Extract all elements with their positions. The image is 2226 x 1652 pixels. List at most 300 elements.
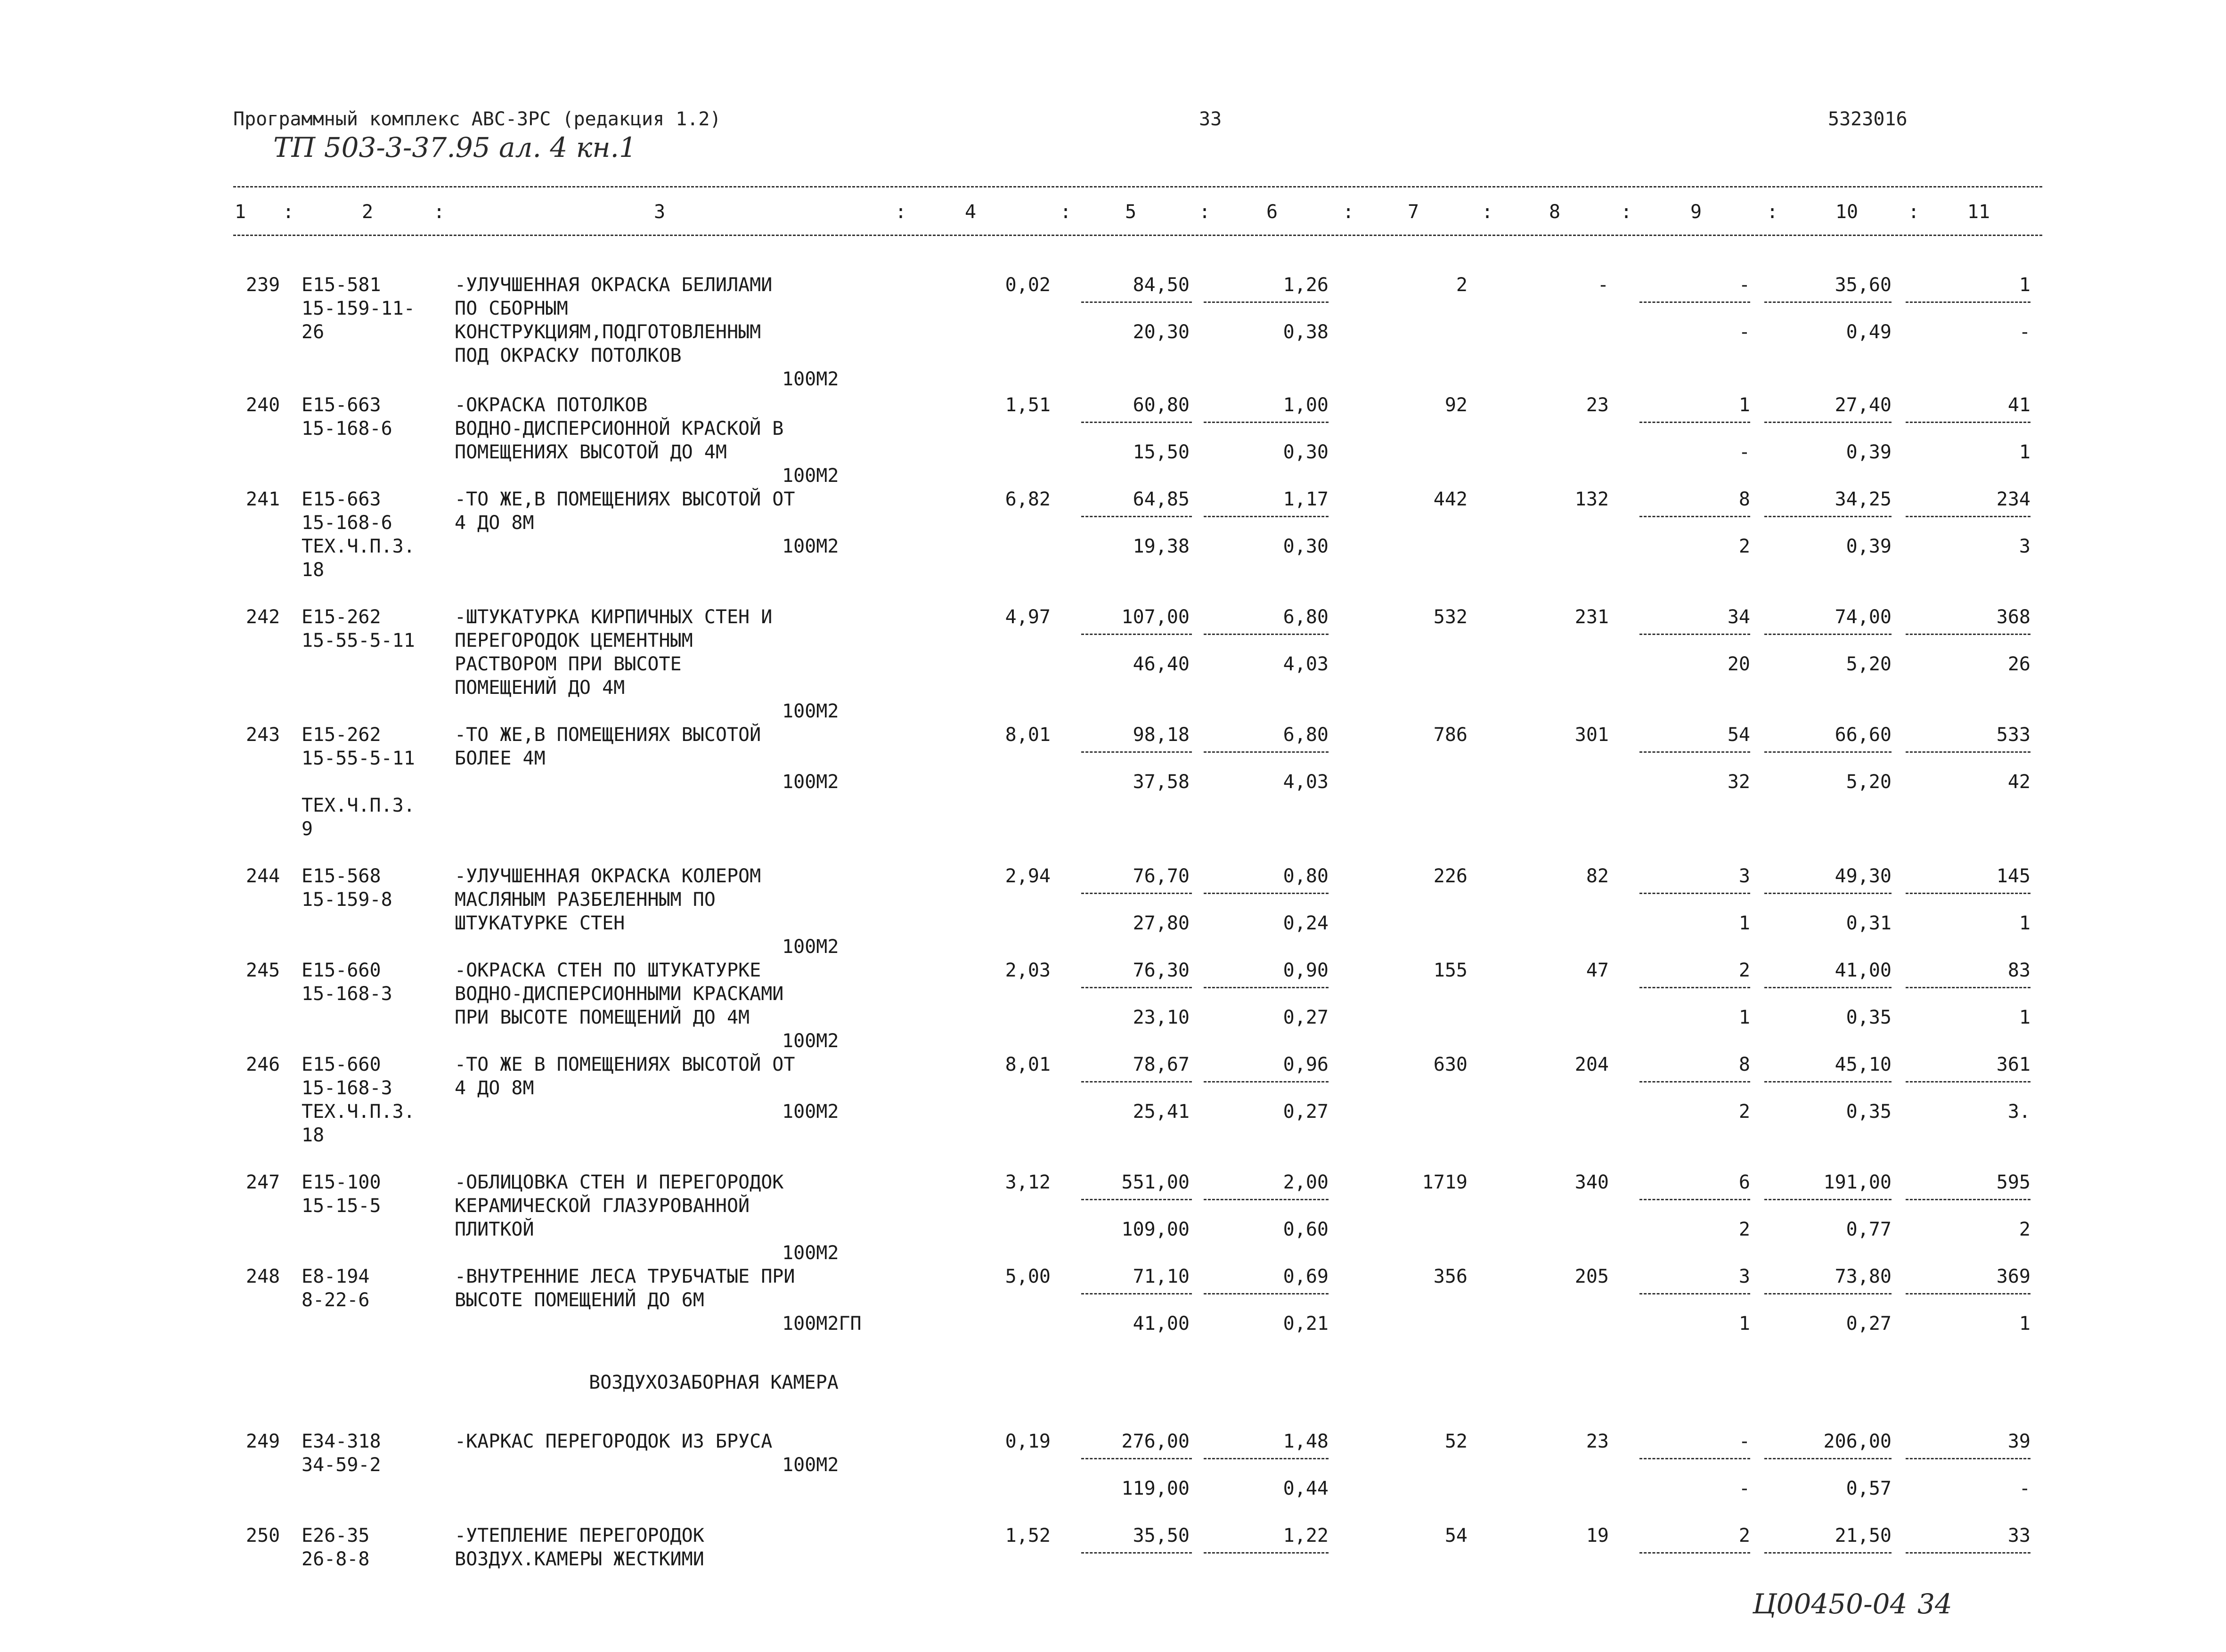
- value-divider: [1906, 751, 2030, 753]
- value-divider: [1906, 422, 2030, 423]
- unit-cost-machines: 1,26: [1283, 274, 1329, 296]
- unit-of-measure: 100М2: [782, 536, 839, 557]
- total-machines: 2: [1738, 960, 1750, 981]
- norm-code: Е15-663: [302, 394, 381, 416]
- column-number: 9: [1690, 201, 1702, 223]
- row-number: 242: [246, 606, 280, 628]
- norm-code: ТЕХ.Ч.П.3.: [302, 1101, 415, 1123]
- unit-of-measure: 100М2: [782, 1242, 839, 1264]
- unit-cost-machines: 0,69: [1283, 1266, 1329, 1287]
- value-divider: [1204, 1458, 1329, 1459]
- total-cost: 2: [1456, 274, 1468, 296]
- total-machine-wages: 32: [1727, 771, 1750, 793]
- total-cost: 54: [1444, 1525, 1468, 1546]
- value-divider: [1764, 634, 1892, 635]
- norm-code: Е15-581: [302, 274, 381, 296]
- labor-total: 369: [1996, 1266, 2030, 1287]
- norm-code: Е15-100: [302, 1172, 381, 1193]
- value-divider: [1764, 1458, 1892, 1459]
- unit-cost-machine-wages: 0,30: [1283, 536, 1329, 557]
- unit-cost-machine-wages: 0,44: [1283, 1478, 1329, 1499]
- row-number: 241: [246, 488, 280, 510]
- labor-unit: 74,00: [1835, 606, 1892, 628]
- value-divider: [1639, 1199, 1750, 1200]
- value-divider: [1081, 751, 1192, 753]
- unit-of-measure: 100М2: [782, 1030, 839, 1052]
- value-divider: [1204, 751, 1329, 753]
- column-number: 3: [653, 201, 666, 223]
- unit-cost-wages: 15,50: [1133, 441, 1190, 463]
- total-cost: 532: [1433, 606, 1468, 628]
- handwritten-reference: ТП 503-3-37.95 ал. 4 кн.1: [273, 131, 636, 163]
- value-divider: [1204, 516, 1329, 517]
- labor-unit: 45,10: [1835, 1054, 1892, 1075]
- value-divider: [1906, 301, 2030, 303]
- machinist-labor-total: 2: [2019, 1219, 2030, 1240]
- value-divider: [1906, 987, 2030, 988]
- quantity: 1,51: [1005, 394, 1051, 416]
- work-description: -УЛУЧШЕННАЯ ОКРАСКА КОЛЕРОМ: [455, 865, 761, 887]
- row-number: 246: [246, 1054, 280, 1075]
- labor-total: 1: [2019, 274, 2030, 296]
- quantity: 8,01: [1005, 724, 1051, 746]
- value-divider: [1081, 1293, 1192, 1294]
- unit-cost-total: 35,50: [1133, 1525, 1190, 1546]
- unit-cost-machine-wages: 0,21: [1283, 1313, 1329, 1335]
- column-number: 6: [1266, 201, 1278, 223]
- quantity: 6,82: [1005, 488, 1051, 510]
- column-separator: :: [1908, 201, 1920, 223]
- column-separator: :: [1482, 201, 1493, 223]
- norm-code: 15-159-8: [302, 889, 392, 911]
- machinist-labor-total: 3.: [2007, 1101, 2030, 1123]
- unit-cost-wages: 37,58: [1133, 771, 1190, 793]
- norm-code: Е8-194: [302, 1266, 370, 1287]
- unit-cost-machine-wages: 0,24: [1283, 912, 1329, 934]
- work-description: -ТО ЖЕ В ПОМЕЩЕНИЯХ ВЫСОТОЙ ОТ: [455, 1054, 795, 1075]
- labor-total: 361: [1996, 1054, 2030, 1075]
- unit-cost-total: 60,80: [1133, 394, 1190, 416]
- labor-total: 234: [1996, 488, 2030, 510]
- unit-cost-total: 98,18: [1133, 724, 1190, 746]
- total-cost: 155: [1433, 960, 1468, 981]
- value-divider: [1204, 634, 1329, 635]
- unit-cost-total: 64,85: [1133, 488, 1190, 510]
- norm-code: 18: [302, 1124, 325, 1146]
- value-divider: [1081, 422, 1192, 423]
- value-divider: [1639, 1458, 1750, 1459]
- value-divider: [1639, 516, 1750, 517]
- unit-cost-machines: 0,80: [1283, 865, 1329, 887]
- unit-of-measure: 100М2: [782, 936, 839, 958]
- machinist-labor-unit: 5,20: [1846, 771, 1892, 793]
- total-wages: 82: [1586, 865, 1609, 887]
- norm-code: Е15-262: [302, 724, 381, 746]
- unit-of-measure: 100М2ГП: [782, 1313, 862, 1335]
- labor-unit: 73,80: [1835, 1266, 1892, 1287]
- machinist-labor-unit: 0,39: [1846, 441, 1892, 463]
- work-description: -УТЕПЛЕНИЕ ПЕРЕГОРОДОК: [455, 1525, 704, 1546]
- unit-cost-wages: 41,00: [1133, 1313, 1190, 1335]
- work-description: ВОДНО-ДИСПЕРСИОННЫМИ КРАСКАМИ: [455, 983, 784, 1005]
- total-machines: 1: [1738, 394, 1750, 416]
- page-number: 33: [1199, 108, 1222, 130]
- machinist-labor-total: 1: [2019, 1313, 2030, 1335]
- column-separator: :: [1621, 201, 1632, 223]
- work-description: -УЛУЧШЕННАЯ ОКРАСКА БЕЛИЛАМИ: [455, 274, 773, 296]
- total-machines: 6: [1738, 1172, 1750, 1193]
- total-wages: 231: [1574, 606, 1609, 628]
- value-divider: [1764, 751, 1892, 753]
- unit-cost-machine-wages: 0,30: [1283, 441, 1329, 463]
- column-number: 4: [964, 201, 977, 223]
- unit-cost-total: 76,70: [1133, 865, 1190, 887]
- total-machine-wages: -: [1738, 1478, 1750, 1499]
- row-number: 243: [246, 724, 280, 746]
- handwritten-footer-code: Ц00450-04: [1753, 1588, 1908, 1620]
- unit-cost-machine-wages: 4,03: [1283, 771, 1329, 793]
- unit-cost-wages: 119,00: [1121, 1478, 1190, 1499]
- labor-unit: 27,40: [1835, 394, 1892, 416]
- quantity: 0,19: [1005, 1431, 1051, 1452]
- machinist-labor-unit: 5,20: [1846, 653, 1892, 675]
- work-description: МАСЛЯНЫМ РАЗБЕЛЕННЫМ ПО: [455, 889, 716, 911]
- total-machines: 34: [1727, 606, 1750, 628]
- work-description: ПЛИТКОЙ: [455, 1219, 534, 1240]
- row-number: 245: [246, 960, 280, 981]
- unit-cost-machines: 1,17: [1283, 488, 1329, 510]
- work-description: ШТУКАТУРКЕ СТЕН: [455, 912, 625, 934]
- labor-total: 533: [1996, 724, 2030, 746]
- value-divider: [1081, 987, 1192, 988]
- unit-cost-total: 107,00: [1121, 606, 1190, 628]
- labor-unit: 191,00: [1823, 1172, 1892, 1193]
- norm-code: 34-59-2: [302, 1454, 381, 1476]
- machinist-labor-total: 1: [2019, 912, 2030, 934]
- unit-of-measure: 100М2: [782, 1454, 839, 1476]
- column-number: 10: [1835, 201, 1859, 223]
- total-machine-wages: -: [1738, 321, 1750, 343]
- work-description: -ОБЛИЦОВКА СТЕН И ПЕРЕГОРОДОК: [455, 1172, 784, 1193]
- work-description: КЕРАМИЧЕСКОЙ ГЛАЗУРОВАННОЙ: [455, 1195, 750, 1217]
- row-number: 250: [246, 1525, 280, 1546]
- work-description: 4 ДО 8М: [455, 1077, 534, 1099]
- value-divider: [1639, 301, 1750, 303]
- unit-cost-machines: 2,00: [1283, 1172, 1329, 1193]
- unit-cost-machines: 6,80: [1283, 606, 1329, 628]
- unit-cost-total: 84,50: [1133, 274, 1190, 296]
- total-wages: 205: [1574, 1266, 1609, 1287]
- total-machines: 3: [1738, 865, 1750, 887]
- work-description: ПЕРЕГОРОДОК ЦЕМЕНТНЫМ: [455, 630, 693, 651]
- norm-code: Е15-660: [302, 960, 381, 981]
- labor-unit: 66,60: [1835, 724, 1892, 746]
- unit-cost-total: 276,00: [1121, 1431, 1190, 1452]
- machinist-labor-unit: 0,57: [1846, 1478, 1892, 1499]
- labor-total: 83: [2007, 960, 2030, 981]
- norm-code: ТЕХ.Ч.П.3.: [302, 795, 415, 816]
- total-machine-wages: 1: [1738, 1313, 1750, 1335]
- machinist-labor-total: 1: [2019, 441, 2030, 463]
- column-separator: :: [1343, 201, 1354, 223]
- labor-unit: 21,50: [1835, 1525, 1892, 1546]
- unit-cost-wages: 25,41: [1133, 1101, 1190, 1123]
- work-description: ПОД ОКРАСКУ ПОТОЛКОВ: [455, 345, 682, 366]
- value-divider: [1764, 301, 1892, 303]
- total-machines: 3: [1738, 1266, 1750, 1287]
- total-wages: -: [1597, 274, 1609, 296]
- value-divider: [1081, 1199, 1192, 1200]
- unit-cost-machine-wages: 0,38: [1283, 321, 1329, 343]
- row-number: 239: [246, 274, 280, 296]
- unit-cost-machines: 1,22: [1283, 1525, 1329, 1546]
- quantity: 2,94: [1005, 865, 1051, 887]
- value-divider: [1764, 893, 1892, 894]
- labor-unit: 49,30: [1835, 865, 1892, 887]
- work-description: БОЛЕЕ 4М: [455, 748, 546, 769]
- quantity: 8,01: [1005, 1054, 1051, 1075]
- norm-code: Е26-35: [302, 1525, 370, 1546]
- column-number: 1: [234, 201, 246, 223]
- total-wages: 23: [1586, 1431, 1609, 1452]
- total-machine-wages: -: [1738, 441, 1750, 463]
- unit-cost-machine-wages: 0,60: [1283, 1219, 1329, 1240]
- value-divider: [1764, 1552, 1892, 1554]
- column-number: 5: [1125, 201, 1137, 223]
- labor-unit: 41,00: [1835, 960, 1892, 981]
- value-divider: [1081, 516, 1192, 517]
- unit-cost-total: 551,00: [1121, 1172, 1190, 1193]
- norm-code: 8-22-6: [302, 1289, 370, 1311]
- machinist-labor-unit: 0,35: [1846, 1101, 1892, 1123]
- value-divider: [1639, 1293, 1750, 1294]
- unit-cost-total: 71,10: [1133, 1266, 1190, 1287]
- norm-code: Е15-262: [302, 606, 381, 628]
- total-machine-wages: 1: [1738, 1007, 1750, 1028]
- machinist-labor-unit: 0,27: [1846, 1313, 1892, 1335]
- value-divider: [1639, 1552, 1750, 1554]
- work-description: РАСТВОРОМ ПРИ ВЫСОТЕ: [455, 653, 682, 675]
- quantity: 2,03: [1005, 960, 1051, 981]
- machinist-labor-total: 26: [2007, 653, 2030, 675]
- work-description: -КАРКАС ПЕРЕГОРОДОК ИЗ БРУСА: [455, 1431, 773, 1452]
- machinist-labor-unit: 0,39: [1846, 536, 1892, 557]
- value-divider: [1081, 1081, 1192, 1082]
- unit-cost-machines: 6,80: [1283, 724, 1329, 746]
- norm-code: ТЕХ.Ч.П.3.: [302, 536, 415, 557]
- total-wages: 301: [1574, 724, 1609, 746]
- norm-code: Е15-568: [302, 865, 381, 887]
- work-description: КОНСТРУКЦИЯМ,ПОДГОТОВЛЕННЫМ: [455, 321, 761, 343]
- unit-cost-total: 78,67: [1133, 1054, 1190, 1075]
- total-wages: 23: [1586, 394, 1609, 416]
- norm-code: 18: [302, 559, 325, 581]
- work-description: ПОМЕЩЕНИЯХ ВЫСОТОЙ ДО 4М: [455, 441, 727, 463]
- norm-code: 15-159-11-: [302, 298, 415, 319]
- value-divider: [1906, 1458, 2030, 1459]
- quantity: 0,02: [1005, 274, 1051, 296]
- value-divider: [1081, 1458, 1192, 1459]
- total-machine-wages: 2: [1738, 1219, 1750, 1240]
- machinist-labor-total: 3: [2019, 536, 2030, 557]
- value-divider: [1764, 987, 1892, 988]
- value-divider: [1764, 422, 1892, 423]
- value-divider: [1764, 1293, 1892, 1294]
- norm-code: 15-15-5: [302, 1195, 381, 1217]
- unit-cost-wages: 109,00: [1121, 1219, 1190, 1240]
- value-divider: [1204, 987, 1329, 988]
- total-machine-wages: 20: [1727, 653, 1750, 675]
- work-description: ПОМЕЩЕНИЙ ДО 4М: [455, 677, 625, 699]
- value-divider: [1204, 893, 1329, 894]
- machinist-labor-total: 1: [2019, 1007, 2030, 1028]
- unit-cost-machine-wages: 4,03: [1283, 653, 1329, 675]
- unit-cost-machines: 1,00: [1283, 394, 1329, 416]
- value-divider: [1081, 634, 1192, 635]
- total-machine-wages: 1: [1738, 912, 1750, 934]
- norm-code: 15-168-3: [302, 1077, 392, 1099]
- work-description: -ОКРАСКА СТЕН ПО ШТУКАТУРКЕ: [455, 960, 761, 981]
- unit-cost-machines: 0,90: [1283, 960, 1329, 981]
- total-cost: 92: [1444, 394, 1468, 416]
- total-cost: 630: [1433, 1054, 1468, 1075]
- machinist-labor-total: -: [2019, 1478, 2030, 1499]
- total-machine-wages: 2: [1738, 536, 1750, 557]
- labor-total: 41: [2007, 394, 2030, 416]
- handwritten-sheet-number: 34: [1917, 1588, 1952, 1620]
- total-wages: 340: [1574, 1172, 1609, 1193]
- column-separator: :: [433, 201, 445, 223]
- total-cost: 442: [1433, 488, 1468, 510]
- labor-total: 595: [1996, 1172, 2030, 1193]
- value-divider: [1639, 1081, 1750, 1082]
- value-divider: [1764, 516, 1892, 517]
- header-rule-bottom: [233, 235, 2042, 236]
- unit-of-measure: 100М2: [782, 771, 839, 793]
- total-cost: 356: [1433, 1266, 1468, 1287]
- column-number: 8: [1549, 201, 1561, 223]
- norm-code: 15-168-6: [302, 418, 392, 439]
- quantity: 5,00: [1005, 1266, 1051, 1287]
- total-wages: 204: [1574, 1054, 1609, 1075]
- total-machines: 8: [1738, 1054, 1750, 1075]
- row-number: 247: [246, 1172, 280, 1193]
- value-divider: [1204, 1293, 1329, 1294]
- quantity: 1,52: [1005, 1525, 1051, 1546]
- value-divider: [1639, 893, 1750, 894]
- work-description: ВОЗДУХ.КАМЕРЫ ЖЕСТКИМИ: [455, 1548, 704, 1570]
- quantity: 3,12: [1005, 1172, 1051, 1193]
- unit-cost-wages: 19,38: [1133, 536, 1190, 557]
- row-number: 248: [246, 1266, 280, 1287]
- norm-code: Е34-318: [302, 1431, 381, 1452]
- column-separator: :: [895, 201, 907, 223]
- total-wages: 47: [1586, 960, 1609, 981]
- work-description: -ВНУТРЕННИЕ ЛЕСА ТРУБЧАТЫЕ ПРИ: [455, 1266, 795, 1287]
- labor-unit: 34,25: [1835, 488, 1892, 510]
- value-divider: [1639, 634, 1750, 635]
- work-description: 4 ДО 8М: [455, 512, 534, 534]
- unit-cost-wages: 20,30: [1133, 321, 1190, 343]
- value-divider: [1081, 1552, 1192, 1554]
- work-description: ВЫСОТЕ ПОМЕЩЕНИЙ ДО 6М: [455, 1289, 704, 1311]
- column-number: 7: [1407, 201, 1419, 223]
- unit-cost-wages: 46,40: [1133, 653, 1190, 675]
- value-divider: [1906, 516, 2030, 517]
- row-number: 240: [246, 394, 280, 416]
- total-machine-wages: 2: [1738, 1101, 1750, 1123]
- unit-cost-machines: 1,48: [1283, 1431, 1329, 1452]
- value-divider: [1906, 1199, 2030, 1200]
- norm-code: 26-8-8: [302, 1548, 370, 1570]
- work-description: ПО СБОРНЫМ: [455, 298, 568, 319]
- total-cost: 786: [1433, 724, 1468, 746]
- unit-cost-machines: 0,96: [1283, 1054, 1329, 1075]
- value-divider: [1204, 1199, 1329, 1200]
- work-description: -ШТУКАТУРКА КИРПИЧНЫХ СТЕН И: [455, 606, 773, 628]
- labor-total: 145: [1996, 865, 2030, 887]
- value-divider: [1204, 1552, 1329, 1554]
- total-wages: 132: [1574, 488, 1609, 510]
- value-divider: [1639, 987, 1750, 988]
- section-title: ВОЗДУХОЗАБОРНАЯ КАМЕРА: [589, 1372, 839, 1393]
- labor-unit: 35,60: [1835, 274, 1892, 296]
- machinist-labor-total: -: [2019, 321, 2030, 343]
- unit-cost-machine-wages: 0,27: [1283, 1007, 1329, 1028]
- machinist-labor-unit: 0,77: [1846, 1219, 1892, 1240]
- work-description: -ТО ЖЕ,В ПОМЕЩЕНИЯХ ВЫСОТОЙ: [455, 724, 761, 746]
- unit-cost-wages: 23,10: [1133, 1007, 1190, 1028]
- norm-code: 9: [302, 818, 313, 840]
- column-separator: :: [283, 201, 294, 223]
- unit-of-measure: 100М2: [782, 465, 839, 487]
- value-divider: [1906, 634, 2030, 635]
- value-divider: [1204, 301, 1329, 303]
- value-divider: [1639, 422, 1750, 423]
- column-separator: :: [1199, 201, 1211, 223]
- quantity: 4,97: [1005, 606, 1051, 628]
- document-code: 5323016: [1828, 108, 1908, 130]
- column-number: 11: [1967, 201, 1990, 223]
- total-machines: 2: [1738, 1525, 1750, 1546]
- header-rule-top: [233, 186, 2042, 187]
- value-divider: [1906, 1081, 2030, 1082]
- norm-code: Е15-663: [302, 488, 381, 510]
- total-cost: 1719: [1422, 1172, 1468, 1193]
- program-title: Программный комплекс АВС-ЗРС (редакция 1.2): [233, 108, 721, 130]
- value-divider: [1764, 1081, 1892, 1082]
- unit-cost-total: 76,30: [1133, 960, 1190, 981]
- norm-code: 15-168-6: [302, 512, 392, 534]
- value-divider: [1081, 301, 1192, 303]
- norm-code: 15-55-5-11: [302, 630, 415, 651]
- unit-cost-wages: 27,80: [1133, 912, 1190, 934]
- unit-cost-machine-wages: 0,27: [1283, 1101, 1329, 1123]
- row-number: 244: [246, 865, 280, 887]
- row-number: 249: [246, 1431, 280, 1452]
- value-divider: [1906, 893, 2030, 894]
- value-divider: [1906, 1552, 2030, 1554]
- norm-code: 15-168-3: [302, 983, 392, 1005]
- total-cost: 52: [1444, 1431, 1468, 1452]
- value-divider: [1204, 422, 1329, 423]
- column-separator: :: [1767, 201, 1778, 223]
- norm-code: Е15-660: [302, 1054, 381, 1075]
- total-machines: -: [1738, 274, 1750, 296]
- total-cost: 226: [1433, 865, 1468, 887]
- value-divider: [1081, 893, 1192, 894]
- value-divider: [1204, 1081, 1329, 1082]
